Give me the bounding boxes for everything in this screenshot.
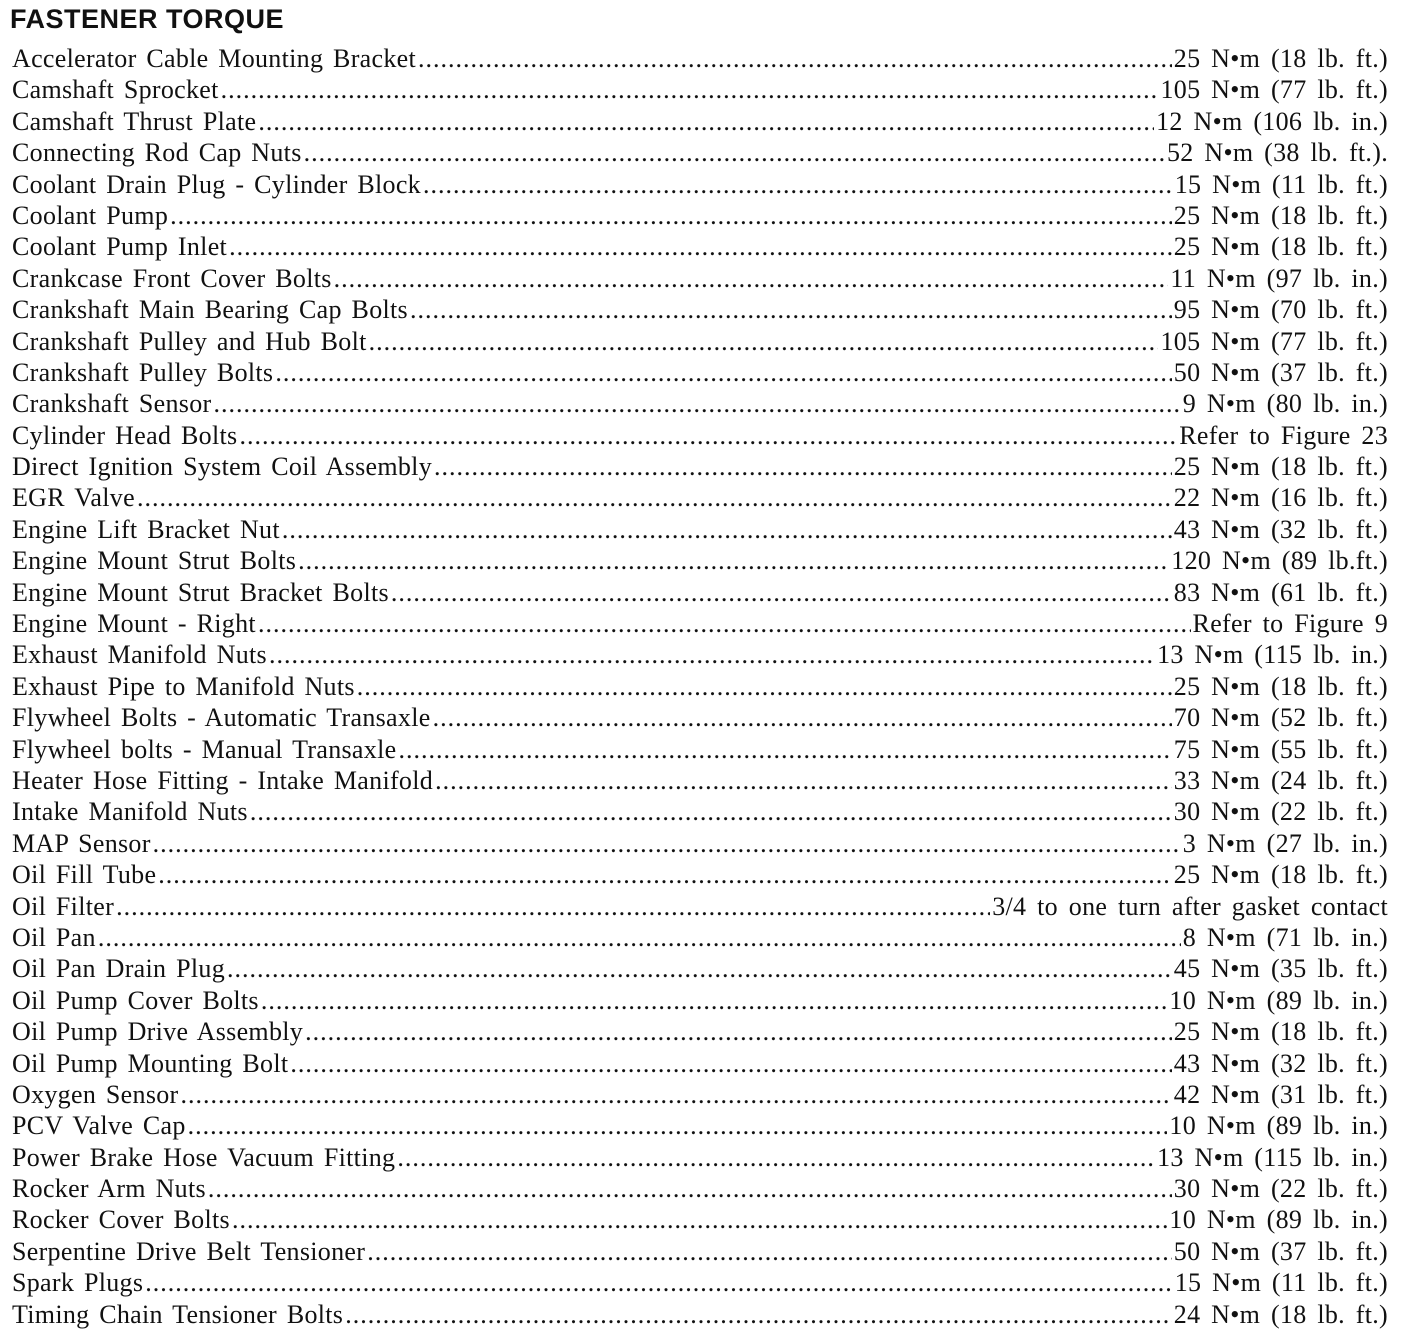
torque-spec-row	[12, 43, 1388, 74]
page-title: FASTENER TORQUE	[10, 4, 285, 34]
dot-leader	[334, 263, 1169, 294]
torque-spec-row	[12, 828, 1388, 859]
dot-leader	[239, 420, 1177, 451]
fastener-name: Crankcase Front Cover Bolts	[12, 263, 332, 293]
fastener-name: Exhaust Pipe to Manifold Nuts	[12, 671, 355, 701]
fastener-name: Crankshaft Sensor	[12, 389, 212, 419]
torque-spec-row	[12, 1048, 1388, 1079]
fastener-name: Oxygen Sensor	[12, 1079, 179, 1109]
torque-value: Refer to Figure 9	[1192, 609, 1388, 639]
fastener-name: Oil Pan	[12, 922, 96, 952]
torque-spec-row	[12, 1079, 1388, 1110]
fastener-name: Flywheel Bolts - Automatic Transaxle	[12, 703, 431, 733]
torque-spec-row	[12, 1016, 1388, 1047]
torque-spec-row	[12, 1142, 1388, 1173]
fastener-name: Camshaft Thrust Plate	[12, 106, 257, 136]
fastener-name: Power Brake Hose Vacuum Fitting	[12, 1142, 396, 1172]
torque-value: 25 N•m (18 lb. ft.)	[1173, 232, 1388, 262]
dot-leader	[369, 326, 1159, 357]
dot-leader	[357, 671, 1172, 702]
fastener-name: Connecting Rod Cap Nuts	[12, 138, 302, 168]
fastener-name: Cylinder Head Bolts	[12, 420, 238, 450]
torque-spec-row	[12, 420, 1388, 451]
torque-spec-row	[12, 1267, 1388, 1298]
fastener-name: Crankshaft Pulley and Hub Bolt	[12, 326, 367, 356]
torque-value: 8 N•m (71 lb. in.)	[1182, 922, 1388, 952]
torque-value: 10 N•m (89 lb. in.)	[1169, 985, 1388, 1015]
torque-value: 25 N•m (18 lb. ft.)	[1173, 1017, 1388, 1047]
torque-spec-row	[12, 514, 1388, 545]
torque-value: 50 N•m (37 lb. ft.)	[1173, 1236, 1388, 1266]
dot-leader	[227, 953, 1172, 984]
dot-leader	[213, 388, 1180, 419]
torque-spec-row	[12, 451, 1388, 482]
fastener-name: Coolant Drain Plug - Cylinder Block	[12, 169, 421, 199]
torque-spec-row	[12, 1299, 1388, 1330]
fastener-name: Crankshaft Pulley Bolts	[12, 357, 274, 387]
dot-leader	[391, 577, 1172, 608]
torque-value: Refer to Figure 23	[1179, 420, 1388, 450]
torque-spec-row	[12, 357, 1388, 388]
dot-leader	[434, 451, 1172, 482]
dot-leader	[298, 545, 1169, 576]
dot-leader	[410, 294, 1172, 325]
fastener-name: Direct Ignition System Coil Assembly	[12, 452, 433, 482]
torque-value: 12 N•m (106 lb. in.)	[1156, 106, 1388, 136]
torque-spec-row	[12, 922, 1388, 953]
fastener-name: Engine Lift Bracket Nut	[12, 514, 280, 544]
torque-value: 13 N•m (115 lb. in.)	[1157, 640, 1388, 670]
torque-spec-row	[12, 765, 1388, 796]
torque-spec-row	[12, 1204, 1388, 1235]
dot-leader	[423, 169, 1173, 200]
dot-leader	[290, 1048, 1171, 1079]
fastener-name: Oil Filter	[12, 891, 115, 921]
torque-spec-row	[12, 263, 1388, 294]
dot-leader	[397, 1142, 1155, 1173]
torque-spec-row	[12, 294, 1388, 325]
fastener-name: Heater Hose Fitting - Intake Manifold	[12, 765, 434, 795]
torque-spec-row	[12, 137, 1388, 168]
torque-value: 25 N•m (18 lb. ft.)	[1173, 452, 1388, 482]
torque-spec-row	[12, 200, 1388, 231]
torque-value: 10 N•m (89 lb. in.)	[1169, 1205, 1388, 1235]
fastener-name: Timing Chain Tensioner Bolts	[12, 1299, 344, 1329]
dot-leader	[258, 106, 1154, 137]
dot-leader	[137, 482, 1172, 513]
torque-value: 22 N•m (16 lb. ft.)	[1173, 483, 1388, 513]
dot-leader	[153, 828, 1181, 859]
torque-value: 3 N•m (27 lb. in.)	[1182, 828, 1388, 858]
torque-value: 83 N•m (61 lb. ft.)	[1173, 577, 1388, 607]
torque-value: 30 N•m (22 lb. ft.)	[1173, 797, 1388, 827]
torque-spec-row	[12, 545, 1388, 576]
fastener-name: Camshaft Sprocket	[12, 75, 219, 105]
torque-spec-row	[12, 169, 1388, 200]
torque-value: 75 N•m (55 lb. ft.)	[1173, 734, 1388, 764]
fastener-name: Oil Pump Mounting Bolt	[12, 1048, 289, 1078]
torque-spec-row	[12, 1173, 1388, 1204]
dot-leader	[158, 859, 1171, 890]
torque-spec-row	[12, 577, 1388, 608]
fastener-name: Oil Pump Cover Bolts	[12, 985, 259, 1015]
torque-value: 52 N•m (38 lb. ft.).	[1166, 138, 1388, 168]
torque-value: 11 N•m (97 lb. in.)	[1170, 263, 1388, 293]
torque-spec-row	[12, 74, 1388, 105]
torque-spec-row	[12, 702, 1388, 733]
dot-leader	[418, 43, 1172, 74]
fastener-name: Flywheel bolts - Manual Transaxle	[12, 734, 397, 764]
torque-spec-row	[12, 1236, 1388, 1267]
dot-leader	[250, 796, 1172, 827]
fastener-name: PCV Valve Cap	[12, 1111, 186, 1141]
dot-leader	[275, 357, 1171, 388]
torque-spec-row	[12, 608, 1388, 639]
fastener-name: Engine Mount - Right	[12, 609, 256, 639]
torque-value: 50 N•m (37 lb. ft.)	[1173, 357, 1388, 387]
dot-leader	[258, 608, 1191, 639]
torque-spec-row	[12, 639, 1388, 670]
dot-leader	[181, 1079, 1172, 1110]
torque-value: 43 N•m (32 lb. ft.)	[1173, 514, 1388, 544]
fastener-name: Exhaust Manifold Nuts	[12, 640, 267, 670]
fastener-name: Accelerator Cable Mounting Bracket	[12, 44, 416, 73]
torque-value: 25 N•m (18 lb. ft.)	[1173, 44, 1388, 73]
torque-value: 30 N•m (22 lb. ft.)	[1173, 1174, 1388, 1204]
dot-leader	[116, 891, 990, 922]
torque-spec-row	[12, 734, 1388, 765]
torque-spec-row	[12, 891, 1388, 922]
torque-value: 25 N•m (18 lb. ft.)	[1173, 860, 1388, 890]
dot-leader	[221, 74, 1159, 105]
torque-value: 105 N•m (77 lb. ft.)	[1160, 326, 1388, 356]
torque-value: 9 N•m (80 lb. in.)	[1182, 389, 1388, 419]
fastener-name: Coolant Pump	[12, 200, 169, 230]
torque-value: 70 N•m (52 lb. ft.)	[1173, 703, 1388, 733]
fastener-name: Coolant Pump Inlet	[12, 232, 228, 262]
torque-spec-list	[12, 43, 1388, 1330]
torque-spec-row	[12, 1110, 1388, 1141]
fastener-name: Rocker Cover Bolts	[12, 1205, 230, 1235]
torque-spec-row	[12, 326, 1388, 357]
torque-spec-row	[12, 482, 1388, 513]
dot-leader	[145, 1267, 1172, 1298]
dot-leader	[208, 1173, 1172, 1204]
torque-value: 95 N•m (70 lb. ft.)	[1173, 295, 1388, 325]
torque-spec-row	[12, 859, 1388, 890]
dot-leader	[367, 1236, 1172, 1267]
torque-spec-row	[12, 985, 1388, 1016]
dot-leader	[345, 1299, 1172, 1330]
fastener-name: MAP Sensor	[12, 828, 151, 858]
torque-value: 3/4 to one turn after gasket contact	[992, 891, 1388, 921]
dot-leader	[232, 1204, 1167, 1235]
dot-leader	[435, 765, 1172, 796]
dot-leader	[229, 231, 1172, 262]
torque-value: 43 N•m (32 lb. ft.)	[1173, 1048, 1388, 1078]
fastener-name: Spark Plugs	[12, 1268, 144, 1298]
torque-value: 15 N•m (11 lb. ft.)	[1174, 1268, 1388, 1298]
torque-value: 13 N•m (115 lb. in.)	[1157, 1142, 1388, 1172]
torque-value: 42 N•m (31 lb. ft.)	[1173, 1079, 1388, 1109]
fastener-name: Oil Fill Tube	[12, 860, 157, 890]
dot-leader	[261, 985, 1168, 1016]
torque-spec-row	[12, 953, 1388, 984]
dot-leader	[398, 734, 1171, 765]
torque-spec-row	[12, 671, 1388, 702]
fastener-name: Oil Pump Drive Assembly	[12, 1017, 304, 1047]
dot-leader	[98, 922, 1181, 953]
torque-value: 25 N•m (18 lb. ft.)	[1173, 200, 1388, 230]
torque-value: 33 N•m (24 lb. ft.)	[1173, 765, 1388, 795]
dot-leader	[269, 639, 1155, 670]
dot-leader	[282, 514, 1172, 545]
fastener-name: Intake Manifold Nuts	[12, 797, 248, 827]
fastener-name: Serpentine Drive Belt Tensioner	[12, 1236, 366, 1266]
dot-leader	[305, 1016, 1172, 1047]
fastener-name: EGR Valve	[12, 483, 135, 513]
dot-leader	[433, 702, 1172, 733]
fastener-name: Crankshaft Main Bearing Cap Bolts	[12, 295, 408, 325]
fastener-name: Engine Mount Strut Bolts	[12, 546, 297, 576]
torque-spec-row	[12, 231, 1388, 262]
fastener-name: Oil Pan Drain Plug	[12, 954, 226, 984]
torque-value: 15 N•m (11 lb. ft.)	[1174, 169, 1388, 199]
torque-value: 120 N•m (89 lb.ft.)	[1171, 546, 1388, 576]
torque-value: 10 N•m (89 lb. in.)	[1169, 1111, 1388, 1141]
fastener-name: Engine Mount Strut Bracket Bolts	[12, 577, 389, 607]
torque-spec-row	[12, 106, 1388, 137]
torque-value: 24 N•m (18 lb. ft.)	[1173, 1299, 1388, 1329]
torque-value: 105 N•m (77 lb. ft.)	[1160, 75, 1388, 105]
dot-leader	[188, 1110, 1168, 1141]
torque-value: 45 N•m (35 lb. ft.)	[1173, 954, 1388, 984]
fastener-name: Rocker Arm Nuts	[12, 1174, 206, 1204]
torque-spec-row	[12, 796, 1388, 827]
dot-leader	[170, 200, 1172, 231]
dot-leader	[304, 137, 1165, 168]
torque-spec-row	[12, 388, 1388, 419]
torque-value: 25 N•m (18 lb. ft.)	[1173, 671, 1388, 701]
